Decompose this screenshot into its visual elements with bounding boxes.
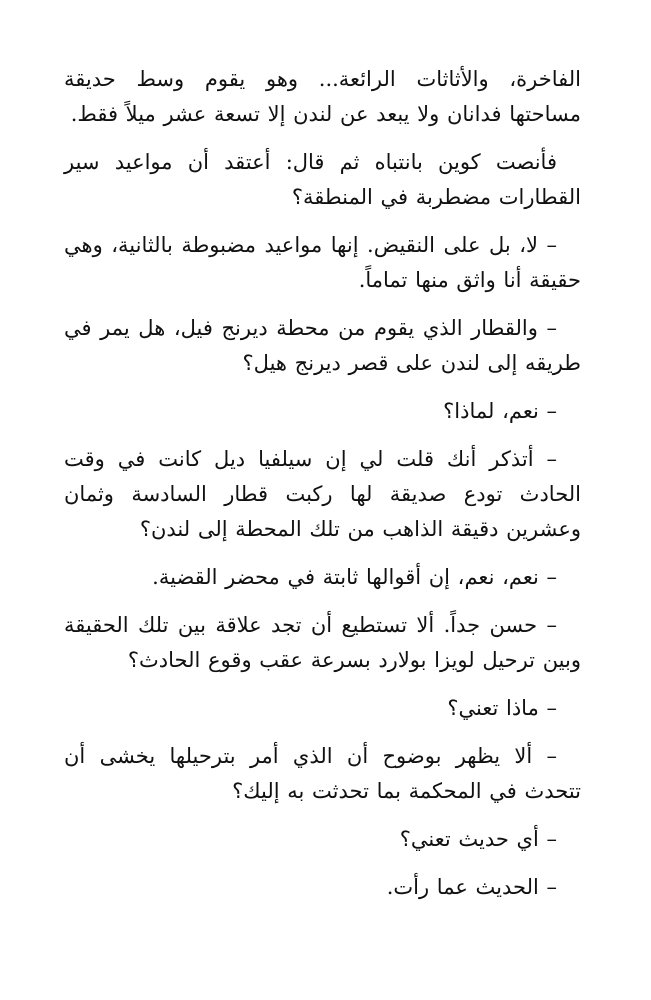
paragraph-5: – نعم، لماذا؟ bbox=[443, 399, 557, 423]
paragraph-7: – نعم، نعم، إن أقوالها ثابتة في محضر القضية. bbox=[152, 565, 557, 589]
paragraph-1: الفاخرة، والأثاثات الرائعة... وهو يقوم وسط حديقة مساحتها فدانان ولا يبعد عن لندن إلا تسعة عشر ميلاً فقط. bbox=[64, 67, 581, 126]
paragraph-4: – والقطار الذي يقوم من محطة ديرنج فيل، هل يمر في طريقه إلى لندن على قصر ديرنج هيل؟ bbox=[64, 316, 581, 375]
paragraph-8: – حسن جداً. ألا تستطيع أن تجد علاقة بين تلك الحقيقة وبين ترحيل لويزا بولارد بسرعة عقب وقوع الحادث؟ bbox=[64, 613, 581, 672]
paragraph-2: فأنصت كوين بانتباه ثم قال: أعتقد أن مواعيد سير القطارات مضطربة في المنطقة؟ bbox=[64, 150, 581, 209]
paragraph-6: – أتذكر أنك قلت لي إن سيلفيا ديل كانت في وقت الحادث تودع صديقة لها ركبت قطار السادسة وثمان وعشرين دقيقة الذاهب من تلك المحطة إلى لندن؟ bbox=[64, 447, 581, 541]
paragraph-10: – ألا يظهر بوضوح أن الذي أمر بترحيلها يخشى أن تتحدث في المحكمة بما تحدثت به إليك؟ bbox=[64, 744, 581, 803]
paragraph-12: – الحديث عما رأت. bbox=[386, 875, 557, 899]
paragraph-3: – لا، بل على النقيض. إنها مواعيد مضبوطة بالثانية، وهي حقيقة أنا واثق منها تماماً. bbox=[64, 233, 581, 292]
paragraph-9: – ماذا تعني؟ bbox=[447, 696, 557, 720]
paragraph-11: – أي حديث تعني؟ bbox=[399, 827, 557, 851]
